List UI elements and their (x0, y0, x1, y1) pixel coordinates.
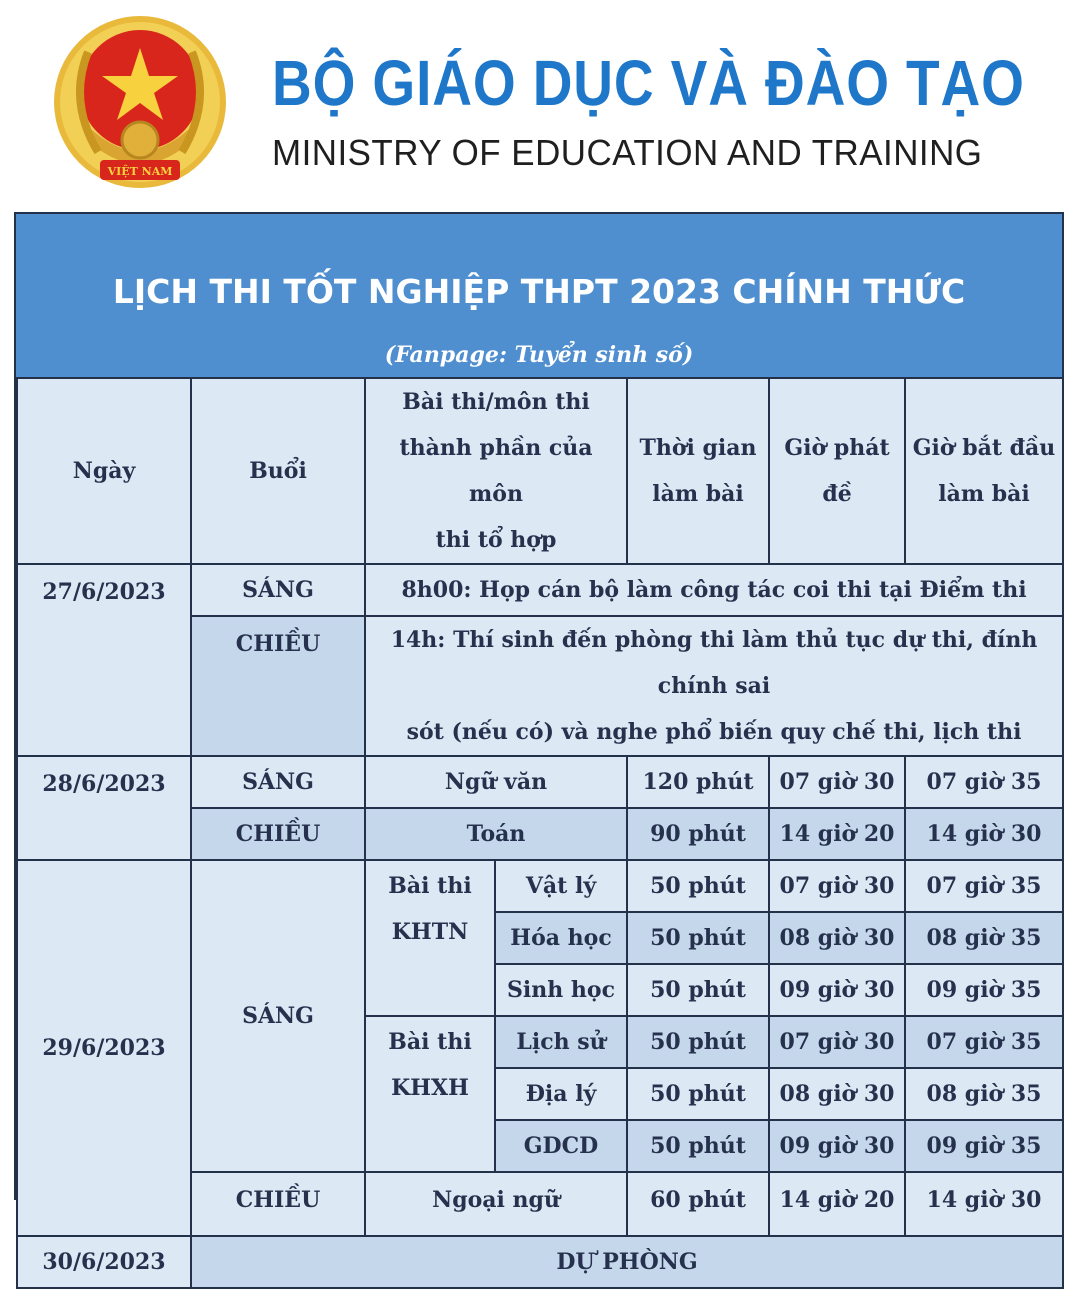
emblem-label: VIỆT NAM (107, 165, 173, 178)
session-cell: SÁNG (191, 860, 365, 1172)
ministry-title-vi: BỘ GIÁO DỤC VÀ ĐÀO TẠO (272, 47, 1025, 119)
issue-time-cell: 14 giờ 20 (769, 808, 905, 860)
issue-time-cell: 07 giờ 30 (769, 860, 905, 912)
col-header-session: Buổi (191, 378, 365, 564)
issue-time-cell: 08 giờ 30 (769, 1068, 905, 1120)
table-header-row (17, 378, 1063, 564)
session-cell: CHIỀU (191, 616, 365, 756)
subject-cell: GDCD (495, 1120, 627, 1172)
subject-cell: Địa lý (495, 1068, 627, 1120)
start-time-cell: 08 giờ 35 (905, 1068, 1063, 1120)
schedule-title: LỊCH THI TỐT NGHIỆP THPT 2023 CHÍNH THỨC (112, 272, 966, 311)
date-cell: 29/6/2023 (17, 860, 191, 1236)
schedule-banner (16, 214, 1062, 379)
col-header-subject: Bài thi/môn thi thành phần của môn thi tổ hợp (365, 378, 627, 564)
table-row (17, 564, 1063, 616)
duration-cell: 120 phút (627, 756, 769, 808)
session-cell: CHIỀU (191, 1172, 365, 1236)
table-row (17, 1236, 1063, 1288)
issue-time-cell: 14 giờ 20 (769, 1172, 905, 1236)
start-time-cell: 08 giờ 35 (905, 912, 1063, 964)
date-cell: 30/6/2023 (17, 1236, 191, 1288)
issue-time-cell: 07 giờ 30 (769, 756, 905, 808)
start-time-cell: 14 giờ 30 (905, 808, 1063, 860)
page-header (0, 0, 1080, 210)
note-cell: 8h00: Họp cán bộ làm công tác coi thi tại Điểm thi (365, 564, 1063, 616)
note-cell: DỰ PHÒNG (191, 1236, 1063, 1288)
col-header-duration: Thời gian làm bài (627, 378, 769, 564)
group-cell-khtn: Bài thi KHTN (365, 860, 495, 1016)
col-header-start-time: Giờ bắt đầu làm bài (905, 378, 1063, 564)
issue-time-cell: 09 giờ 30 (769, 1120, 905, 1172)
date-cell: 28/6/2023 (17, 756, 191, 860)
duration-cell: 50 phút (627, 1068, 769, 1120)
date-cell: 27/6/2023 (17, 564, 191, 756)
duration-cell: 90 phút (627, 808, 769, 860)
start-time-cell: 07 giờ 35 (905, 860, 1063, 912)
start-time-cell: 09 giờ 35 (905, 1120, 1063, 1172)
table-row (17, 756, 1063, 808)
group-cell-khxh: Bài thi KHXH (365, 1016, 495, 1172)
start-time-cell: 07 giờ 35 (905, 756, 1063, 808)
subject-cell: Lịch sử (495, 1016, 627, 1068)
subject-cell: Ngữ văn (365, 756, 627, 808)
ministry-title-en: MINISTRY OF EDUCATION AND TRAINING (272, 132, 983, 173)
subject-cell: Toán (365, 808, 627, 860)
duration-cell: 60 phút (627, 1172, 769, 1236)
duration-cell: 50 phút (627, 912, 769, 964)
issue-time-cell: 09 giờ 30 (769, 964, 905, 1016)
exam-schedule (14, 212, 1064, 1275)
subject-cell: Hóa học (495, 912, 627, 964)
subject-cell: Sinh học (495, 964, 627, 1016)
issue-time-cell: 07 giờ 30 (769, 1016, 905, 1068)
schedule-subtitle: (Fanpage: Tuyển sinh số) (384, 342, 694, 368)
col-header-issue-time: Giờ phát đề (769, 378, 905, 564)
note-cell: 14h: Thí sinh đến phòng thi làm thủ tục dự thi, đính chính sai sót (nếu có) và nghe phổ biến quy chế thi, lịch thi (365, 616, 1063, 756)
table-row (17, 860, 1063, 912)
issue-time-cell: 08 giờ 30 (769, 912, 905, 964)
subject-cell: Ngoại ngữ (365, 1172, 627, 1236)
session-cell: CHIỀU (191, 808, 365, 860)
subject-cell: Vật lý (495, 860, 627, 912)
national-emblem-icon (48, 12, 232, 196)
duration-cell: 50 phút (627, 1016, 769, 1068)
start-time-cell: 14 giờ 30 (905, 1172, 1063, 1236)
duration-cell: 50 phút (627, 860, 769, 912)
session-cell: SÁNG (191, 756, 365, 808)
start-time-cell: 07 giờ 35 (905, 1016, 1063, 1068)
session-cell: SÁNG (191, 564, 365, 616)
duration-cell: 50 phút (627, 964, 769, 1016)
schedule-table (16, 377, 1064, 1289)
start-time-cell: 09 giờ 35 (905, 964, 1063, 1016)
duration-cell: 50 phút (627, 1120, 769, 1172)
col-header-date: Ngày (17, 378, 191, 564)
